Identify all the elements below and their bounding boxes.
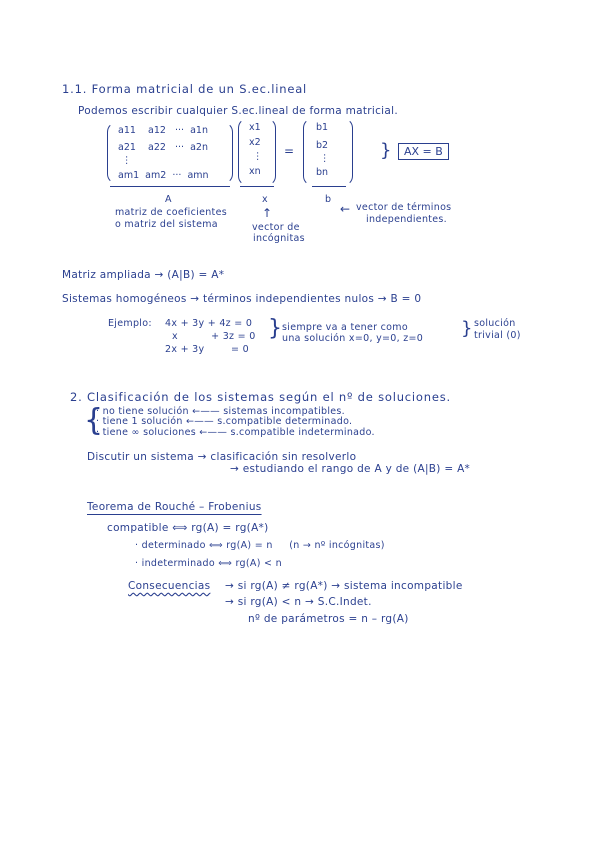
matrix-a-row-2: a21 a22 ··· a2n: [118, 142, 208, 153]
rouche-determinado: · determinado ⟺ rg(A) = n (n → nº incógnitas): [135, 540, 385, 551]
ejemplo-note-1: siempre va a tener como: [282, 322, 408, 333]
section-title-forma-matricial: 1.1. Forma matricial de un S.ec.lineal: [62, 82, 308, 96]
sistemas-homogeneos-line: Sistemas homogéneos → términos independientes nulos → B = 0: [62, 293, 422, 305]
clasificacion-item-2: · tiene 1 solución ←—— s.compatible determinado.: [96, 416, 353, 427]
desc-vector-terminos: vector de términos: [356, 202, 452, 213]
ejemplo-note-2: una solución x=0, y=0, z=0: [282, 333, 424, 344]
solucion-label: solución: [474, 318, 516, 329]
ejemplo-label: Ejemplo:: [108, 318, 152, 329]
vector-b-2: b2: [316, 140, 329, 151]
intro-text: Podemos escribir cualquier S.ec.lineal de forma matricial.: [78, 105, 398, 117]
right-brace: }: [380, 140, 392, 161]
matriz-ampliada-line: Matriz ampliada → (A|B) = A*: [62, 269, 225, 281]
consecuencia-2: → si rg(A) < n → S.C.Indet.: [225, 596, 372, 608]
axb-box: AX = B: [398, 143, 449, 160]
desc-independientes: independientes.: [366, 214, 448, 225]
desc-matriz-coeficientes: matriz de coeficientes: [115, 207, 227, 218]
trivial-label: trivial (0): [474, 330, 521, 341]
label-x: x: [262, 194, 268, 205]
vector-b-1: b1: [316, 122, 329, 133]
section-title-clasificacion: 2. Clasificación de los sistemas según el nº de soluciones.: [70, 390, 451, 404]
discutir-line-2: → estudiando el rango de A y de (A|B) = A*: [230, 463, 471, 475]
rouche-title: Teorema de Rouché – Frobenius: [87, 501, 262, 513]
arrow-up-icon: ↑: [262, 206, 273, 220]
matrix-a-row-m: am1 am2 ··· amn: [118, 170, 209, 181]
consecuencia-3: nº de parámetros = n – rg(A): [248, 613, 409, 625]
matrix-a-row-1: a11 a12 ··· a1n: [118, 125, 208, 136]
clasificacion-item-3: · tiene ∞ soluciones ←—— s.compatible indeterminado.: [96, 427, 375, 438]
clasificacion-item-1: · no tiene solución ←—— sistemas incompatibles.: [96, 406, 346, 417]
consecuencias-label: Consecuencias: [128, 580, 211, 592]
vector-b-underbrace: [312, 186, 346, 187]
matrix-a-vdots: ⋮: [122, 155, 132, 166]
vector-x-underbrace: [240, 186, 274, 187]
vector-x-1: x1: [249, 122, 261, 133]
rouche-indeterminado: · indeterminado ⟺ rg(A) < n: [135, 558, 282, 569]
solution-brace: }: [461, 318, 473, 339]
label-b: b: [325, 194, 332, 205]
ejemplo-eq-2: x + 3z = 0: [172, 331, 256, 342]
arrow-left-icon: ←: [340, 202, 351, 216]
label-a: A: [165, 194, 172, 205]
equals-sign: =: [284, 144, 295, 158]
vector-x-dots: ⋮: [253, 151, 263, 162]
desc-incognitas: incógnitas: [253, 233, 305, 244]
ejemplo-eq-1: 4x + 3y + 4z = 0: [165, 318, 253, 329]
clasificacion-brace: {: [84, 403, 104, 438]
vector-x-n: xn: [249, 166, 261, 177]
vector-b-dots: ⋮: [320, 153, 330, 164]
matrix-a-underbrace: [110, 186, 230, 187]
rouche-compatible: compatible ⟺ rg(A) = rg(A*): [107, 522, 269, 534]
discutir-line-1: Discutir un sistema → clasificación sin resolverlo: [87, 451, 357, 463]
vector-x-2: x2: [249, 137, 261, 148]
ejemplo-brace: }: [268, 316, 282, 341]
vector-b-n: bn: [316, 167, 329, 178]
desc-matriz-sistema: o matriz del sistema: [115, 219, 218, 230]
desc-vector-de: vector de: [252, 222, 300, 233]
consecuencia-1: → si rg(A) ≠ rg(A*) → sistema incompatible: [225, 580, 463, 592]
ejemplo-eq-3: 2x + 3y = 0: [165, 344, 249, 355]
